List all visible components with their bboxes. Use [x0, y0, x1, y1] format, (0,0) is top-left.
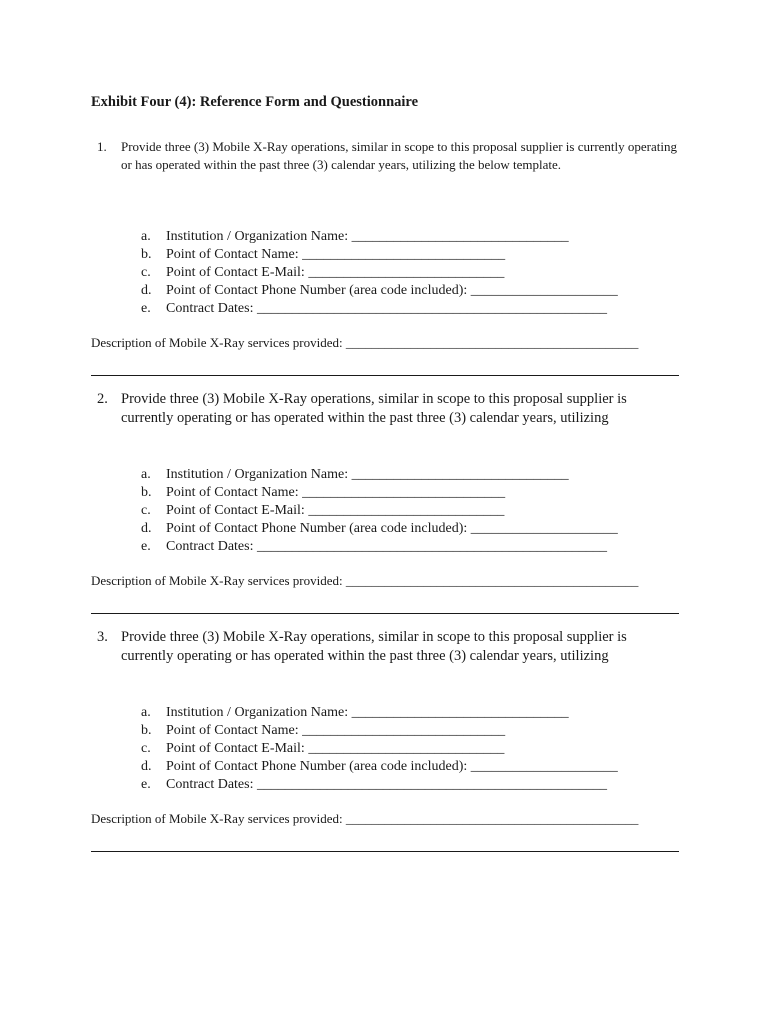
field-letter: b. — [141, 247, 152, 262]
field-letter: e. — [141, 539, 151, 554]
field-label: Point of Contact Phone Number (area code included): _____________________ — [166, 521, 618, 536]
field-letter: a. — [141, 705, 151, 720]
field-contract-dates[interactable] — [141, 300, 618, 318]
field-letter: e. — [141, 777, 151, 792]
services-description-field[interactable]: Description of Mobile X-Ray services provided: _____________________________________________ — [91, 335, 639, 350]
field-label: Institution / Organization Name: _______________________________ — [166, 467, 569, 482]
page-title: Exhibit Four (4): Reference Form and Questionnaire — [91, 94, 419, 110]
field-label: Point of Contact E-Mail: ____________________________ — [166, 265, 505, 280]
question-2 — [97, 390, 677, 428]
field-contact-name[interactable] — [141, 246, 618, 264]
reference-fields-2 — [141, 466, 618, 556]
field-institution-name[interactable] — [141, 228, 618, 246]
reference-fields-3 — [141, 704, 618, 794]
field-institution-name[interactable] — [141, 466, 618, 484]
question-1 — [97, 138, 677, 173]
answer-line[interactable] — [91, 851, 679, 852]
field-letter: a. — [141, 229, 151, 244]
field-label: Institution / Organization Name: _______________________________ — [166, 229, 569, 244]
question-text: Provide three (3) Mobile X-Ray operations, similar in scope to this proposal supplier is currently operating or has operated within the past three (3) calendar years, utilizing the below template. — [121, 139, 677, 172]
field-label: Institution / Organization Name: _______________________________ — [166, 705, 569, 720]
field-label: Contract Dates: __________________________________________________ — [166, 539, 607, 554]
field-label: Point of Contact Name: _____________________________ — [166, 723, 506, 738]
field-contact-email[interactable] — [141, 264, 618, 282]
services-description-field[interactable]: Description of Mobile X-Ray services provided: _____________________________________________ — [91, 811, 639, 826]
field-contact-email[interactable] — [141, 502, 618, 520]
field-label: Point of Contact E-Mail: ____________________________ — [166, 503, 505, 518]
question-number: 2. — [97, 391, 108, 407]
question-3 — [97, 628, 677, 666]
field-letter: d. — [141, 283, 152, 298]
field-contact-email[interactable] — [141, 740, 618, 758]
field-letter: a. — [141, 467, 151, 482]
field-letter: c. — [141, 503, 151, 518]
field-letter: b. — [141, 723, 152, 738]
field-letter: d. — [141, 759, 152, 774]
field-contact-phone[interactable] — [141, 520, 618, 538]
field-label: Contract Dates: __________________________________________________ — [166, 777, 607, 792]
field-contract-dates[interactable] — [141, 538, 618, 556]
field-letter: c. — [141, 265, 151, 280]
field-contact-name[interactable] — [141, 484, 618, 502]
field-contract-dates[interactable] — [141, 776, 618, 794]
question-number: 3. — [97, 629, 108, 645]
field-contact-phone[interactable] — [141, 282, 618, 300]
field-letter: c. — [141, 741, 151, 756]
reference-fields-1 — [141, 228, 618, 318]
answer-line[interactable] — [91, 613, 679, 614]
question-text: Provide three (3) Mobile X-Ray operations, similar in scope to this proposal supplier is currently operating or has operated within the past three (3) calendar years, utilizing — [121, 391, 627, 426]
question-text: Provide three (3) Mobile X-Ray operations, similar in scope to this proposal supplier is currently operating or has operated within the past three (3) calendar years, utilizing — [121, 629, 627, 664]
field-letter: b. — [141, 485, 152, 500]
field-institution-name[interactable] — [141, 704, 618, 722]
answer-line[interactable] — [91, 375, 679, 376]
services-description-field[interactable]: Description of Mobile X-Ray services provided: _____________________________________________ — [91, 573, 639, 588]
field-label: Point of Contact Phone Number (area code included): _____________________ — [166, 283, 618, 298]
field-contact-phone[interactable] — [141, 758, 618, 776]
field-label: Point of Contact Phone Number (area code included): _____________________ — [166, 759, 618, 774]
field-label: Point of Contact E-Mail: ____________________________ — [166, 741, 505, 756]
field-contact-name[interactable] — [141, 722, 618, 740]
field-label: Contract Dates: __________________________________________________ — [166, 301, 607, 316]
field-letter: d. — [141, 521, 152, 536]
question-number: 1. — [97, 139, 107, 154]
field-letter: e. — [141, 301, 151, 316]
field-label: Point of Contact Name: _____________________________ — [166, 485, 506, 500]
field-label: Point of Contact Name: _____________________________ — [166, 247, 506, 262]
